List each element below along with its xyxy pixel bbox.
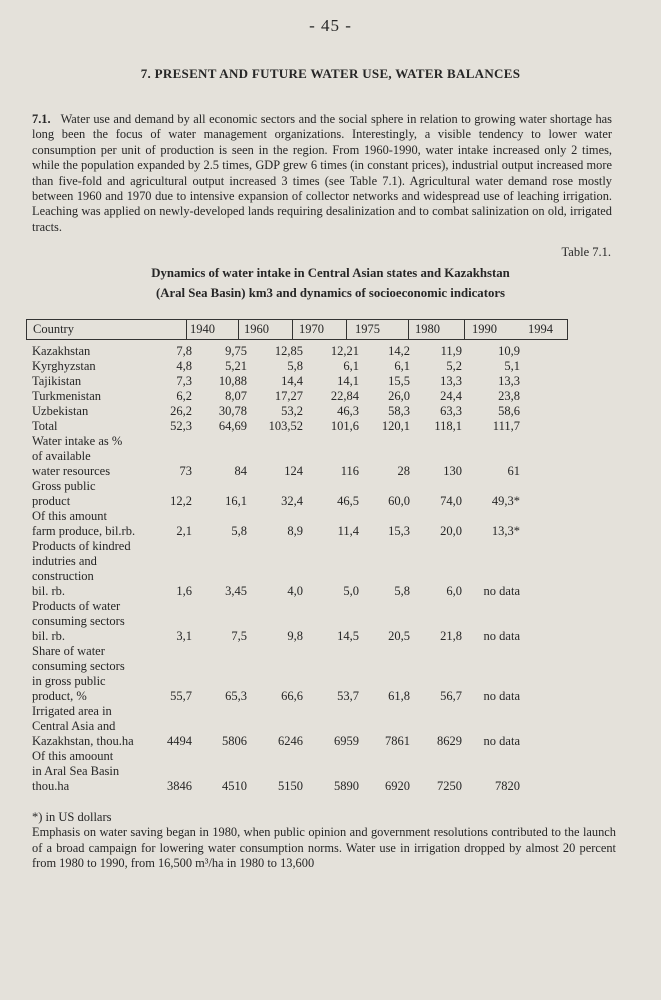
- section-title: 7. PRESENT AND FUTURE WATER USE, WATER BALANCES: [140, 66, 521, 81]
- table-cell: 24,4: [440, 389, 462, 403]
- table-cell: 3846: [167, 779, 192, 793]
- row-label: in Aral Sea Basin: [32, 764, 120, 778]
- row-label: Kazakhstan: [32, 344, 91, 358]
- table-cell: 6959: [334, 734, 359, 748]
- table-cell: 8,9: [287, 524, 303, 538]
- table-cell: no data: [483, 689, 520, 703]
- table-cell: 49,3*: [491, 494, 520, 508]
- table-cell: no data: [483, 584, 520, 598]
- table-cell: 58,6: [498, 404, 520, 418]
- table-cell: 65,3: [225, 689, 247, 703]
- table-cell: 56,7: [440, 689, 462, 703]
- table-cell: 6246: [278, 734, 303, 748]
- table-cell: 1,6: [176, 584, 192, 598]
- row-label: bil. rb.: [32, 584, 65, 598]
- table-cell: 118,1: [434, 419, 462, 433]
- table-caption: [0, 263, 661, 303]
- table-cell: 6,1: [394, 359, 410, 373]
- table-cell: 101,6: [330, 419, 359, 433]
- table-cell: 32,4: [281, 494, 303, 508]
- table-cell: 13,3*: [491, 524, 520, 538]
- table-cell: 14,1: [337, 374, 359, 388]
- table-cell: 3,1: [176, 629, 192, 643]
- table-cell: 5,1: [504, 359, 520, 373]
- caption-line-2: (Aral Sea Basin) km3 and dynamics of socioeconomic indicators: [155, 286, 506, 300]
- table-cell: 46,5: [337, 494, 359, 508]
- table-cell: 84: [234, 464, 247, 478]
- row-label: farm produce, bil.rb.: [32, 524, 136, 538]
- table-cell: 4494: [167, 734, 192, 748]
- table-cell: 21,8: [440, 629, 462, 643]
- table-cell: 2,1: [176, 524, 192, 538]
- table-cell: 20,0: [440, 524, 462, 538]
- header-divider: [464, 319, 465, 340]
- table-cell: 116: [340, 464, 359, 478]
- table-cell: 7,8: [176, 344, 192, 358]
- table-cell: 52,3: [170, 419, 192, 433]
- table-cell: 13,3: [440, 374, 462, 388]
- table-cell: 120,1: [381, 419, 410, 433]
- table-cell: 12,2: [170, 494, 192, 508]
- table-cell: 63,3: [440, 404, 462, 418]
- row-label: Products of kindred: [32, 539, 131, 553]
- table-cell: 103,52: [268, 419, 303, 433]
- table-cell: 8629: [437, 734, 462, 748]
- row-label: Water intake as %: [32, 434, 123, 448]
- table-cell: 6920: [385, 779, 410, 793]
- row-label: Kazakhstan, thou.ha: [32, 734, 134, 748]
- row-label: bil. rb.: [32, 629, 65, 643]
- header-year-1990: 1990: [472, 322, 497, 336]
- table-cell: 66,6: [281, 689, 303, 703]
- row-label: Uzbekistan: [32, 404, 89, 418]
- table-cell: 55,7: [170, 689, 192, 703]
- table-cell: 6,0: [446, 584, 462, 598]
- table-cell: 58,3: [388, 404, 410, 418]
- table-cell: 7,3: [176, 374, 192, 388]
- table-cell: 4,0: [287, 584, 303, 598]
- row-label: consuming sectors: [32, 659, 125, 673]
- table-cell: 53,7: [337, 689, 359, 703]
- table-cell: 5150: [278, 779, 303, 793]
- row-label: Total: [32, 419, 58, 433]
- table-cell: 61: [507, 464, 520, 478]
- table-cell: 53,2: [281, 404, 303, 418]
- caption-line-1: Dynamics of water intake in Central Asian states and Kazakhstan: [151, 266, 510, 280]
- table-cell: 15,3: [388, 524, 410, 538]
- intro-paragraph: [32, 112, 612, 235]
- table-cell: 14,5: [337, 629, 359, 643]
- table-cell: 28: [397, 464, 410, 478]
- table-cell: 60,0: [388, 494, 410, 508]
- table-cell: 64,69: [218, 419, 247, 433]
- row-label: construction: [32, 569, 94, 583]
- table-cell: 15,5: [388, 374, 410, 388]
- table-cell: 61,8: [388, 689, 410, 703]
- table-cell: 46,3: [337, 404, 359, 418]
- header-divider: [292, 319, 293, 340]
- header-year-1994: 1994: [528, 322, 553, 336]
- table-cell: 10,88: [218, 374, 247, 388]
- table-cell: 5,2: [446, 359, 462, 373]
- table-cell: 22,84: [330, 389, 359, 403]
- table-cell: 8,07: [225, 389, 247, 403]
- table-cell: 26,2: [170, 404, 192, 418]
- table-cell: 7820: [495, 779, 520, 793]
- row-label: in gross public: [32, 674, 106, 688]
- row-label: product, %: [32, 689, 87, 703]
- table-cell: 16,1: [225, 494, 247, 508]
- header-divider: [186, 319, 187, 340]
- row-label: Irrigated area in: [32, 704, 112, 718]
- table-cell: 23,8: [498, 389, 520, 403]
- table-label: Table 7.1.: [561, 245, 611, 259]
- table-cell: 3,45: [225, 584, 247, 598]
- table-cell: 5,8: [394, 584, 410, 598]
- row-label: Kyrghyzstan: [32, 359, 96, 373]
- header-year-1980: 1980: [415, 322, 440, 336]
- table-cell: 5806: [222, 734, 247, 748]
- row-label: of available: [32, 449, 91, 463]
- header-year-1960: 1960: [244, 322, 269, 336]
- table-cell: 14,4: [281, 374, 303, 388]
- table-cell: 5,21: [225, 359, 247, 373]
- table-cell: 12,85: [274, 344, 303, 358]
- row-label: consuming sectors: [32, 614, 125, 628]
- table-cell: 5,0: [343, 584, 359, 598]
- table-cell: 130: [443, 464, 462, 478]
- table-cell: 111,7: [492, 419, 520, 433]
- table-cell: 10,9: [498, 344, 520, 358]
- row-label: Central Asia and: [32, 719, 116, 733]
- row-label: Tajikistan: [32, 374, 82, 388]
- table-cell: 7250: [437, 779, 462, 793]
- table-cell: 26,0: [388, 389, 410, 403]
- table-cell: 5,8: [231, 524, 247, 538]
- row-label: indutries and: [32, 554, 97, 568]
- table-cell: 17,27: [274, 389, 303, 403]
- table-cell: 14,2: [388, 344, 410, 358]
- closing-paragraph: Emphasis on water saving began in 1980, when public opinion and government resolutions contributed to the launch of a broad campaign for lowering water consumption norms. Water use in irrigation dropped by almost 20 percent from 1980 to 1990, from 16,500 m³/ha in 1980 to 13,600: [32, 825, 616, 871]
- header-divider: [408, 319, 409, 340]
- paragraph-number: 7.1.: [32, 112, 51, 126]
- row-label: Of this amoount: [32, 749, 114, 763]
- table-cell: 11,4: [337, 524, 359, 538]
- header-divider: [346, 319, 347, 340]
- table-cell: 74,0: [440, 494, 462, 508]
- row-label: Turkmenistan: [32, 389, 101, 403]
- table-cell: 4510: [222, 779, 247, 793]
- header-year-1940: 1940: [190, 322, 215, 336]
- table-cell: 6,2: [176, 389, 192, 403]
- table-cell: 12,21: [330, 344, 359, 358]
- table-cell: 9,8: [287, 629, 303, 643]
- row-label: Share of water: [32, 644, 105, 658]
- row-label: Products of water: [32, 599, 121, 613]
- header-divider: [238, 319, 239, 340]
- footnote: *) in US dollars: [32, 810, 112, 824]
- table-cell: 5,8: [287, 359, 303, 373]
- table-cell: no data: [483, 629, 520, 643]
- page-number: - 45 -: [309, 16, 352, 35]
- paragraph-text: Water use and demand by all economic sectors and the social sphere in relation to growing water shortage has long been the focus of water management organizations. Interestingly, a visible tendency to lower water consumption per unit of production is seen in the region. From 1960-1990, water intake increased only 2 times, while the population expanded by 2.5 times, GDP grew 6 times (in constant prices), industrial output increased more than five-fold and agricultural output increased 3 times (see Table 7.1). Agricultural water demand rose mostly between 1960 and 1970 due to intensive expansion of collector networks and widespread use of leaching irrigation. Leaching was applied on newly-developed lands requiring desalinization and to combat salinization on old, irrigated tracts.: [32, 112, 612, 234]
- row-label: thou.ha: [32, 779, 70, 793]
- table-cell: 9,75: [225, 344, 247, 358]
- header-year-1970: 1970: [299, 322, 324, 336]
- table-cell: 20,5: [388, 629, 410, 643]
- table-cell: no data: [483, 734, 520, 748]
- table-cell: 5890: [334, 779, 359, 793]
- table-cell: 6,1: [343, 359, 359, 373]
- table-cell: 7861: [385, 734, 410, 748]
- table-cell: 7,5: [231, 629, 247, 643]
- table-cell: 13,3: [498, 374, 520, 388]
- row-label: water resources: [32, 464, 111, 478]
- table-cell: 11,9: [440, 344, 462, 358]
- row-label: Of this amount: [32, 509, 107, 523]
- row-label: product: [32, 494, 71, 508]
- header-year-1975: 1975: [355, 322, 380, 336]
- table-cell: 30,78: [218, 404, 247, 418]
- table-cell: 4,8: [176, 359, 192, 373]
- table-cell: 124: [284, 464, 303, 478]
- header-country: Country: [33, 322, 74, 336]
- table-cell: 73: [179, 464, 192, 478]
- row-label: Gross public: [32, 479, 96, 493]
